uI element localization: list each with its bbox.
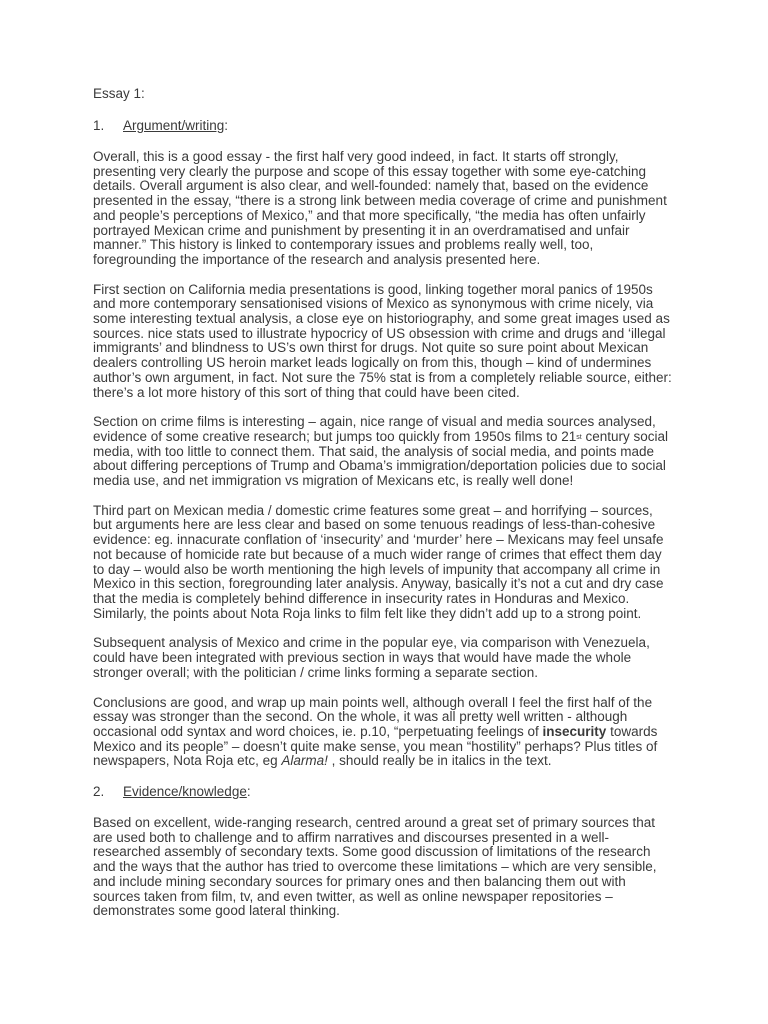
essay-title: Essay 1: <box>93 86 145 101</box>
section-heading-label: Evidence/knowledge <box>123 784 247 800</box>
section-heading-label: Argument/writing <box>123 118 225 133</box>
document-page <box>93 86 675 934</box>
italic-text: Alarma! <box>281 753 328 769</box>
paragraph-overall: Overall, this is a good essay - the first half very good indeed, in fact. It starts off strongly, presenting very clearly the purpose and scope of this essay together with some eye-catching details. Overall argument is also clear, and well-founded: namely that, based on the evidence presented in the essay, “there is a strong link between media coverage of crime and punishment and people’s perceptions of Mexico,” and that more specifically, “the media has often unfairly portrayed Mexican crime and punishment by presenting it in an overdramatised and unfair manner.” This history is linked to contemporary issues and problems really well, too, foregrounding the importance of the research and analysis presented here. <box>93 149 667 267</box>
section-number: 2. <box>93 784 105 800</box>
ordinal-superscript: st <box>576 433 582 441</box>
section-number: 1. <box>93 118 105 133</box>
paragraph-first-section: First section on California media presentations is good, linking together moral panics of 1950s and more contemporary sensationised visions of Mexico as synonymous with crime nicely, via some interesting textual analysis, a close eye on historiography, and some great images used as sources. nice stats used to illustrate hypocricy of US obsession with crime and drugs and ‘illegal immigrants’ and blindness to US’s own thirst for drugs. Not quite so sure point about Mexican dealers controlling US heroin market leads logically on from this, though – kind of undermines author’s own argument, in fact. Not sure the 75% stat is from a completely reliable source, either: there’s a lot more history of this sort of thing that could have been cited. <box>93 281 672 400</box>
paragraph-subsequent-analysis: Subsequent analysis of Mexico and crime in the popular eye, via comparison with Venezuela, could have been integrated with previous section in ways that would have made the whole stronger overall; with the politician / crime links forming a separate section. <box>93 635 650 680</box>
text-run: Conclusions are good, and wrap up main points well, although overall I feel the first half of the essay was stronger than the second. On the whole, it was all pretty well written - although occasional odd syntax and word choices, ie. p.10, “perpetuating feelings of <box>93 694 653 739</box>
paragraph-evidence: Based on excellent, wide-ranging research, centred around a great set of primary sources that are used both to challenge and to affirm narratives and discourses presented in a well-researched assembly of secondary texts. Some good discussion of limitations of the research and the ways that the author has tried to overcome these limitations – which are very sensible, and include mining secondary sources for primary ones and then balancing them out with sources taken from film, tv, and even twitter, as well as online newspaper repositories – demonstrates some good lateral thinking. <box>93 815 657 919</box>
paragraph-third-part: Third part on Mexican media / domestic crime features some great – and horrifying – sources, but arguments here are less clear and based on some tenuous readings of less-than-cohesive evidence: eg. innacurate conflation of ‘insecurity’ and ‘murder’ here – Mexicans may feel unsafe not because of homicide rate but because of a much wider range of crimes that effect them day to day – would also be worth mentioning the high levels of impunity that accompany all crime in Mexico in this section, foregrounding later analysis. Anyway, basically it’s not a cut and dry case that the media is completely behind difference in insecurity rates in Honduras and Mexico. Similarly, the points about Nota Roja links to film felt like they didn’t add up to a strong point. <box>93 502 664 621</box>
heading-colon: : <box>224 118 229 133</box>
text-run: century social media, with too little to connect them. That said, the analysis of social media, and points made about differing perceptions of Trump and Obama’s immigration/deportation policies due to social media use, and net immigration vs migration of Mexicans etc, is really well done! <box>93 428 668 489</box>
bold-text: insecurity <box>542 723 607 739</box>
section-heading-evidence <box>93 784 675 800</box>
heading-colon: : <box>246 784 251 800</box>
section-heading-argument <box>93 118 675 134</box>
text-run: Section on crime films is interesting – again, nice range of visual and media sources analysed, evidence of some creative research; but jumps too quickly from 1950s films to 21 <box>93 414 656 444</box>
text-run: , should really be in italics in the text. <box>327 753 552 769</box>
text-run: towards Mexico and its people” – doesn’t quite make sense, you mean “hostility” perhaps? Plus titles of newspapers, Nota Roja etc, eg <box>93 723 658 769</box>
paragraph-crime-films <box>93 415 675 489</box>
paragraph-conclusions <box>93 696 675 770</box>
